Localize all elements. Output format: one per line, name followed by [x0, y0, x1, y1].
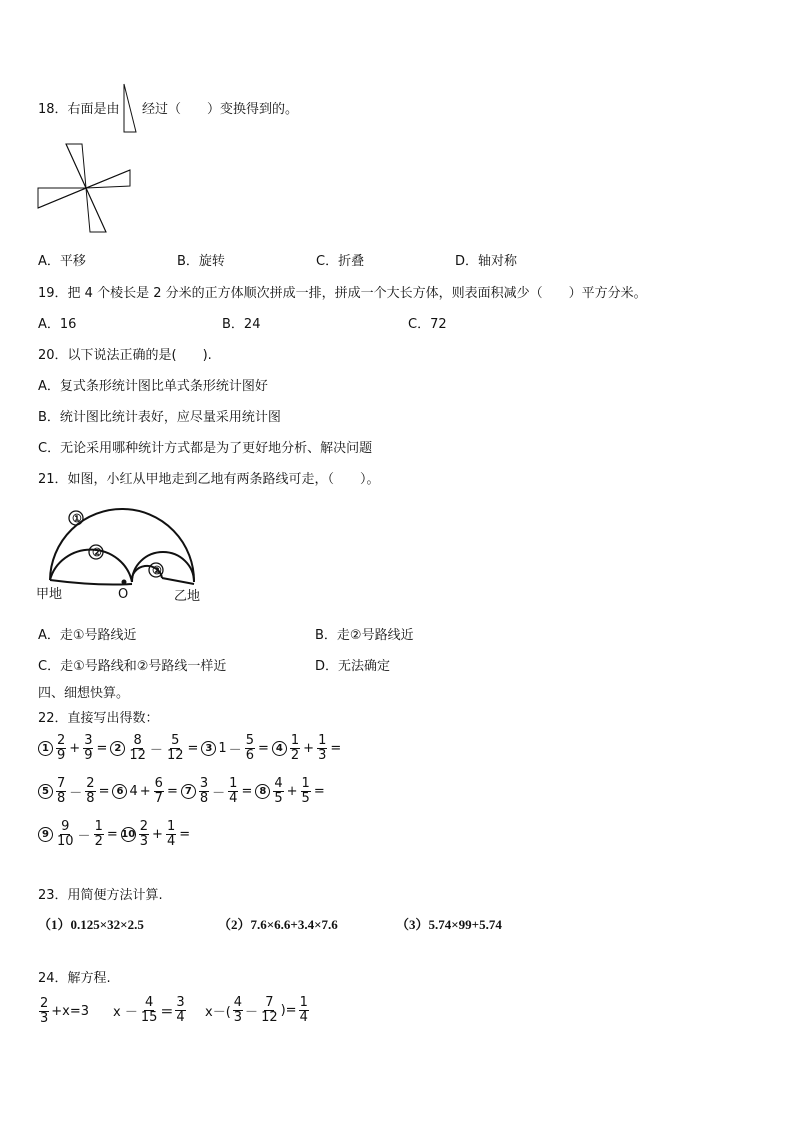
fraction: $\frac{3}{8}$	[199, 776, 209, 806]
q22-row-3	[38, 820, 193, 849]
equation-1: $\frac{2}{3}$ +x=3	[40, 996, 90, 1026]
operator: =	[313, 784, 325, 799]
calc-item	[110, 734, 199, 763]
q23-item-1: （1）0.125×32×2.5	[38, 917, 144, 932]
item-number: 10	[121, 829, 136, 840]
q20-option-c[interactable]: C．无论采用哪种统计方式都是为了更好地分析、解决问题	[38, 441, 373, 456]
operator: =	[179, 827, 191, 842]
operator: =	[106, 827, 118, 842]
number: 4	[129, 784, 138, 799]
q24-text: 24．解方程.	[38, 971, 111, 986]
fraction: $\frac{4}{3}$	[233, 995, 243, 1025]
q23-text: 23．用简便方法计算.	[38, 888, 163, 903]
calc-item	[181, 777, 253, 806]
operator: +	[152, 827, 163, 842]
calc-item	[38, 734, 108, 763]
item-number: 1	[38, 741, 53, 756]
q22-row-1	[38, 734, 344, 763]
q22-row-2	[38, 777, 328, 806]
item-number: 4	[272, 741, 287, 756]
operator: +	[286, 784, 298, 799]
start-label: 甲地	[36, 587, 63, 602]
fraction: $\frac{1}{4}$	[299, 995, 308, 1025]
operator: =	[330, 741, 342, 756]
route2-label-a: ②	[92, 547, 102, 559]
operator: =	[241, 784, 253, 799]
q20-option-b[interactable]: B．统计图比统计表好，应尽量采用统计图	[38, 410, 281, 425]
q20-text: 20．以下说法正确的是( ).	[38, 348, 212, 363]
fraction: $\frac{5}{12}$	[166, 733, 184, 763]
fraction: $\frac{1}{3}$	[318, 733, 327, 763]
q19-text: 19．把 4 个棱长是 2 分米的正方体顺次拼成一排，拼成一个大长方体，则表面积减少（ ）平方分米。	[38, 286, 647, 301]
q21-option-b[interactable]: B．走②号路线近	[315, 628, 414, 643]
q21-option-a[interactable]: A．走①号路线近	[38, 628, 137, 643]
q18-option-c[interactable]: C．折叠	[316, 254, 365, 269]
q19-option-a[interactable]: A．16	[38, 317, 77, 332]
fraction: $\frac{2}{3}$	[40, 996, 49, 1026]
fraction: $\frac{5}{6}$	[245, 733, 254, 763]
q23-item-2: （2）7.6×6.6+3.4×7.6	[218, 917, 338, 932]
q21-text: 21．如图，小红从甲地走到乙地有两条路线可走，（ ）。	[38, 472, 380, 487]
fraction: $\frac{8}{12}$	[129, 733, 146, 763]
calc-item	[38, 777, 110, 806]
calc-item	[112, 777, 178, 806]
routes-figure	[36, 500, 216, 610]
operator: －	[212, 786, 226, 801]
operator: +	[139, 784, 151, 799]
operator: =	[257, 741, 269, 756]
item-number: 5	[38, 784, 53, 799]
fraction: $\frac{1}{2}$	[290, 733, 300, 763]
fraction: $\frac{3}{4}$	[176, 995, 185, 1025]
item-number: 2	[110, 741, 125, 756]
fraction: $\frac{2}{3}$	[139, 819, 149, 849]
center-label: O	[118, 587, 129, 602]
fraction: $\frac{7}{12}$	[261, 995, 278, 1025]
operator: －	[69, 786, 83, 801]
operator: －	[228, 743, 242, 758]
operator: －	[77, 829, 91, 844]
q21-option-c[interactable]: C．走①号路线和②号路线一样近	[38, 659, 227, 674]
q18-option-b[interactable]: B．旋转	[177, 254, 225, 269]
fraction: $\frac{1}{5}$	[301, 776, 310, 806]
q19-option-c[interactable]: C．72	[408, 317, 447, 332]
equation-3: x－( $\frac{4}{3}$ － $\frac{7}{12}$ )= $\frac{1}{4}$	[205, 995, 308, 1025]
route2-label-b: ②	[152, 565, 162, 577]
calc-item	[272, 734, 342, 763]
fraction: $\frac{1}{4}$	[229, 776, 238, 806]
item-number: 6	[112, 784, 127, 799]
pinwheel-figure	[34, 140, 138, 236]
operator: =	[96, 741, 108, 756]
q23-item-3: （3）5.74×99+5.74	[396, 917, 502, 932]
fraction: $\frac{1}{2}$	[94, 819, 103, 849]
q18-suffix: 经过（ ）变换得到的。	[142, 102, 299, 117]
route1-label: ①	[72, 513, 82, 525]
fraction: $\frac{4}{5}$	[274, 776, 283, 806]
end-label: 乙地	[174, 589, 201, 604]
fraction: $\frac{2}{9}$	[57, 733, 66, 763]
item-number: 8	[255, 784, 270, 799]
fraction: $\frac{4}{15}$	[140, 995, 158, 1025]
calc-item	[255, 777, 325, 806]
fraction: $\frac{2}{8}$	[86, 776, 95, 806]
q18-prefix: 18．右面是由	[38, 102, 120, 117]
q18-option-a[interactable]: A．平移	[38, 254, 86, 269]
fraction: $\frac{3}{9}$	[84, 733, 93, 763]
item-number: 9	[38, 827, 53, 842]
section-heading: 四、细想快算。	[38, 686, 130, 701]
q19-option-b[interactable]: B．24	[222, 317, 261, 332]
operator: =	[187, 741, 199, 756]
number: 1	[218, 741, 227, 756]
operator: +	[303, 741, 315, 756]
q18-line	[38, 98, 120, 117]
q22-text: 22．直接写出得数：	[38, 711, 159, 726]
operator: +	[69, 741, 81, 756]
item-number: 7	[181, 784, 196, 799]
operator: =	[166, 784, 178, 799]
operator: －	[149, 743, 163, 758]
fraction: $\frac{1}{4}$	[166, 819, 176, 849]
fraction: $\frac{7}{8}$	[57, 776, 66, 806]
calc-item	[201, 734, 269, 763]
fraction: $\frac{6}{7}$	[154, 776, 163, 806]
calc-item	[38, 820, 119, 849]
equation-2: x － $\frac{4}{15}$ ＝ $\frac{3}{4}$	[113, 995, 185, 1025]
operator: =	[98, 784, 110, 799]
fraction: $\frac{9}{10}$	[57, 819, 74, 849]
calc-item	[121, 820, 191, 849]
q21-option-d[interactable]: D．无法确定	[315, 659, 391, 674]
q20-option-a[interactable]: A．复式条形统计图比单式条形统计图好	[38, 379, 268, 394]
item-number: 3	[201, 741, 216, 756]
triangle-icon	[120, 82, 140, 134]
q18-option-d[interactable]: D．轴对称	[455, 254, 518, 269]
